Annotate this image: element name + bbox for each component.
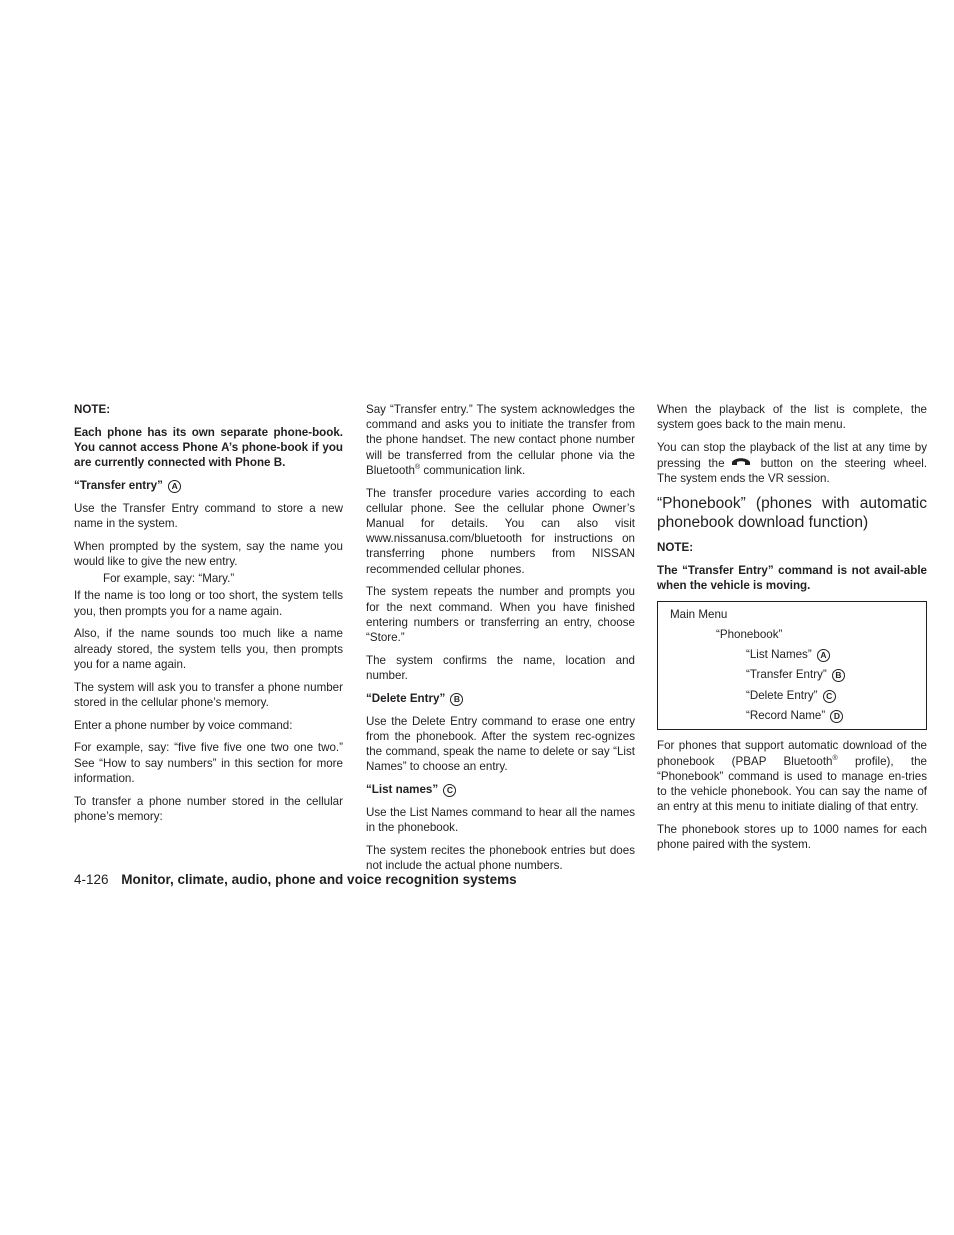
column-middle (366, 402, 635, 881)
paragraph: The system confirms the name, location and number. (366, 653, 635, 683)
heading-text: “Delete Entry” (366, 691, 446, 705)
menu-item-delete-entry (670, 686, 916, 706)
menu-item-label: “Transfer Entry” (746, 668, 827, 682)
paragraph (657, 738, 927, 814)
paragraph: Also, if the name sounds too much like a name already stored, the system tells you, then prompts you for a name again. (74, 627, 343, 671)
paragraph: The system repeats the number and prompts you for the next command. When you have finished entering numbers or transferring an entry, choose “Store.” (366, 585, 635, 645)
paragraph: Enter a phone number by voice command: (74, 718, 293, 732)
paragraph (366, 402, 635, 478)
note-label: NOTE: (657, 540, 694, 554)
note-body: The “Transfer Entry” command is not avail-able when the vehicle is moving. (657, 563, 927, 592)
transfer-entry-heading (74, 478, 343, 493)
menu-item-label: “Delete Entry” (746, 688, 818, 702)
paragraph: When the playback of the list is complete, the system goes back to the main menu. (657, 403, 927, 432)
registered-mark: ® (832, 754, 838, 762)
paragraph: Use the Transfer Entry command to store a new name in the system. (74, 501, 343, 530)
paragraph: Use the Delete Entry command to erase one entry from the phonebook. After the system rec-ognizes the command, speak the name to delete or say “List Names” to choose an entry. (366, 714, 635, 774)
text-run: button on the steering wheel. The system ends the VR session. (657, 457, 928, 486)
menu-item-list-names (670, 645, 916, 665)
paragraph: The system will ask you to transfer a phone number stored in the cellular phone’s memory. (74, 680, 343, 709)
text-run: profile), the “Phonebook” command is used to manage en-tries to the vehicle phonebook. You can say the name of an entry at this menu to initiate dialing of that entry. (657, 754, 927, 814)
callout-letter-a: A (168, 480, 181, 493)
callout-letter-d: D (830, 710, 843, 723)
menu-phonebook: “Phonebook” (716, 627, 783, 641)
heading-text: “Transfer entry” (74, 479, 163, 492)
callout-letter-a: A (817, 649, 830, 662)
delete-entry-heading (366, 691, 635, 706)
example-text: For example, say: “Mary.” (103, 572, 235, 586)
note-body: Each phone has its own separate phone-book. You cannot access Phone A’s phone-book if you are currently connected with Phone B. (74, 425, 343, 470)
text-run: communication link. (420, 463, 526, 477)
menu-root: Main Menu (670, 607, 728, 621)
callout-letter-c: C (443, 784, 456, 797)
phone-hangup-icon (731, 455, 751, 465)
paragraph: The phonebook stores up to 1000 names for each phone paired with the system. (657, 822, 927, 852)
menu-item-record-name (670, 706, 916, 726)
paragraph: The system recites the phonebook entries but does not include the actual phone numbers. (366, 843, 635, 873)
menu-item-transfer-entry (670, 665, 916, 685)
text-run: You can stop the playback of the list at any time by pressing the (657, 441, 927, 471)
section-title: Monitor, climate, audio, phone and voice recognition systems (121, 872, 517, 887)
text-run: Say “Transfer entry.” The system acknowledges the command and asks you to initiate the transfer from the phone handset. The new contact phone number will be transferred from the cellular phone via the Bluetooth (366, 403, 635, 477)
registered-mark: ® (415, 463, 421, 471)
menu-item-label: “Record Name” (746, 709, 826, 723)
heading-text: “List names” (366, 783, 439, 797)
callout-letter-b: B (832, 669, 845, 682)
menu-tree-box (657, 601, 927, 731)
page-number: 4-126 (74, 872, 109, 887)
paragraph: The transfer procedure varies according to each cellular phone. See the cellular phone Owner’s Manual for details. You can also visit www.nissanusa.com/bluetooth for instructions on transferring phone numbers from NISSAN recommended cellular phones. (366, 486, 635, 576)
column-right (657, 402, 927, 860)
paragraph (657, 440, 927, 487)
callout-letter-b: B (450, 693, 463, 706)
page-footer (74, 872, 517, 887)
column-left (74, 402, 343, 832)
paragraph: For example, say: “five five five one two one two.” See “How to say numbers” in this section for more information. (74, 741, 343, 785)
text-run: For phones that support automatic download of the phonebook (PBAP Bluetooth (657, 739, 927, 768)
menu-item-label: “List Names” (746, 648, 812, 662)
paragraph: Use the List Names command to hear all the names in the phonebook. (366, 805, 635, 835)
callout-letter-c: C (823, 690, 836, 703)
paragraph: When prompted by the system, say the name you would like to give the new entry. (74, 539, 343, 568)
note-label: NOTE: (74, 403, 111, 416)
list-names-heading (366, 782, 635, 797)
paragraph: To transfer a phone number stored in the cellular phone’s memory: (74, 794, 343, 823)
section-heading: “Phonebook” (phones with automatic phonebook download function) (657, 495, 927, 532)
paragraph: If the name is too long or too short, the system tells you, then prompts you for a name again. (74, 589, 343, 618)
